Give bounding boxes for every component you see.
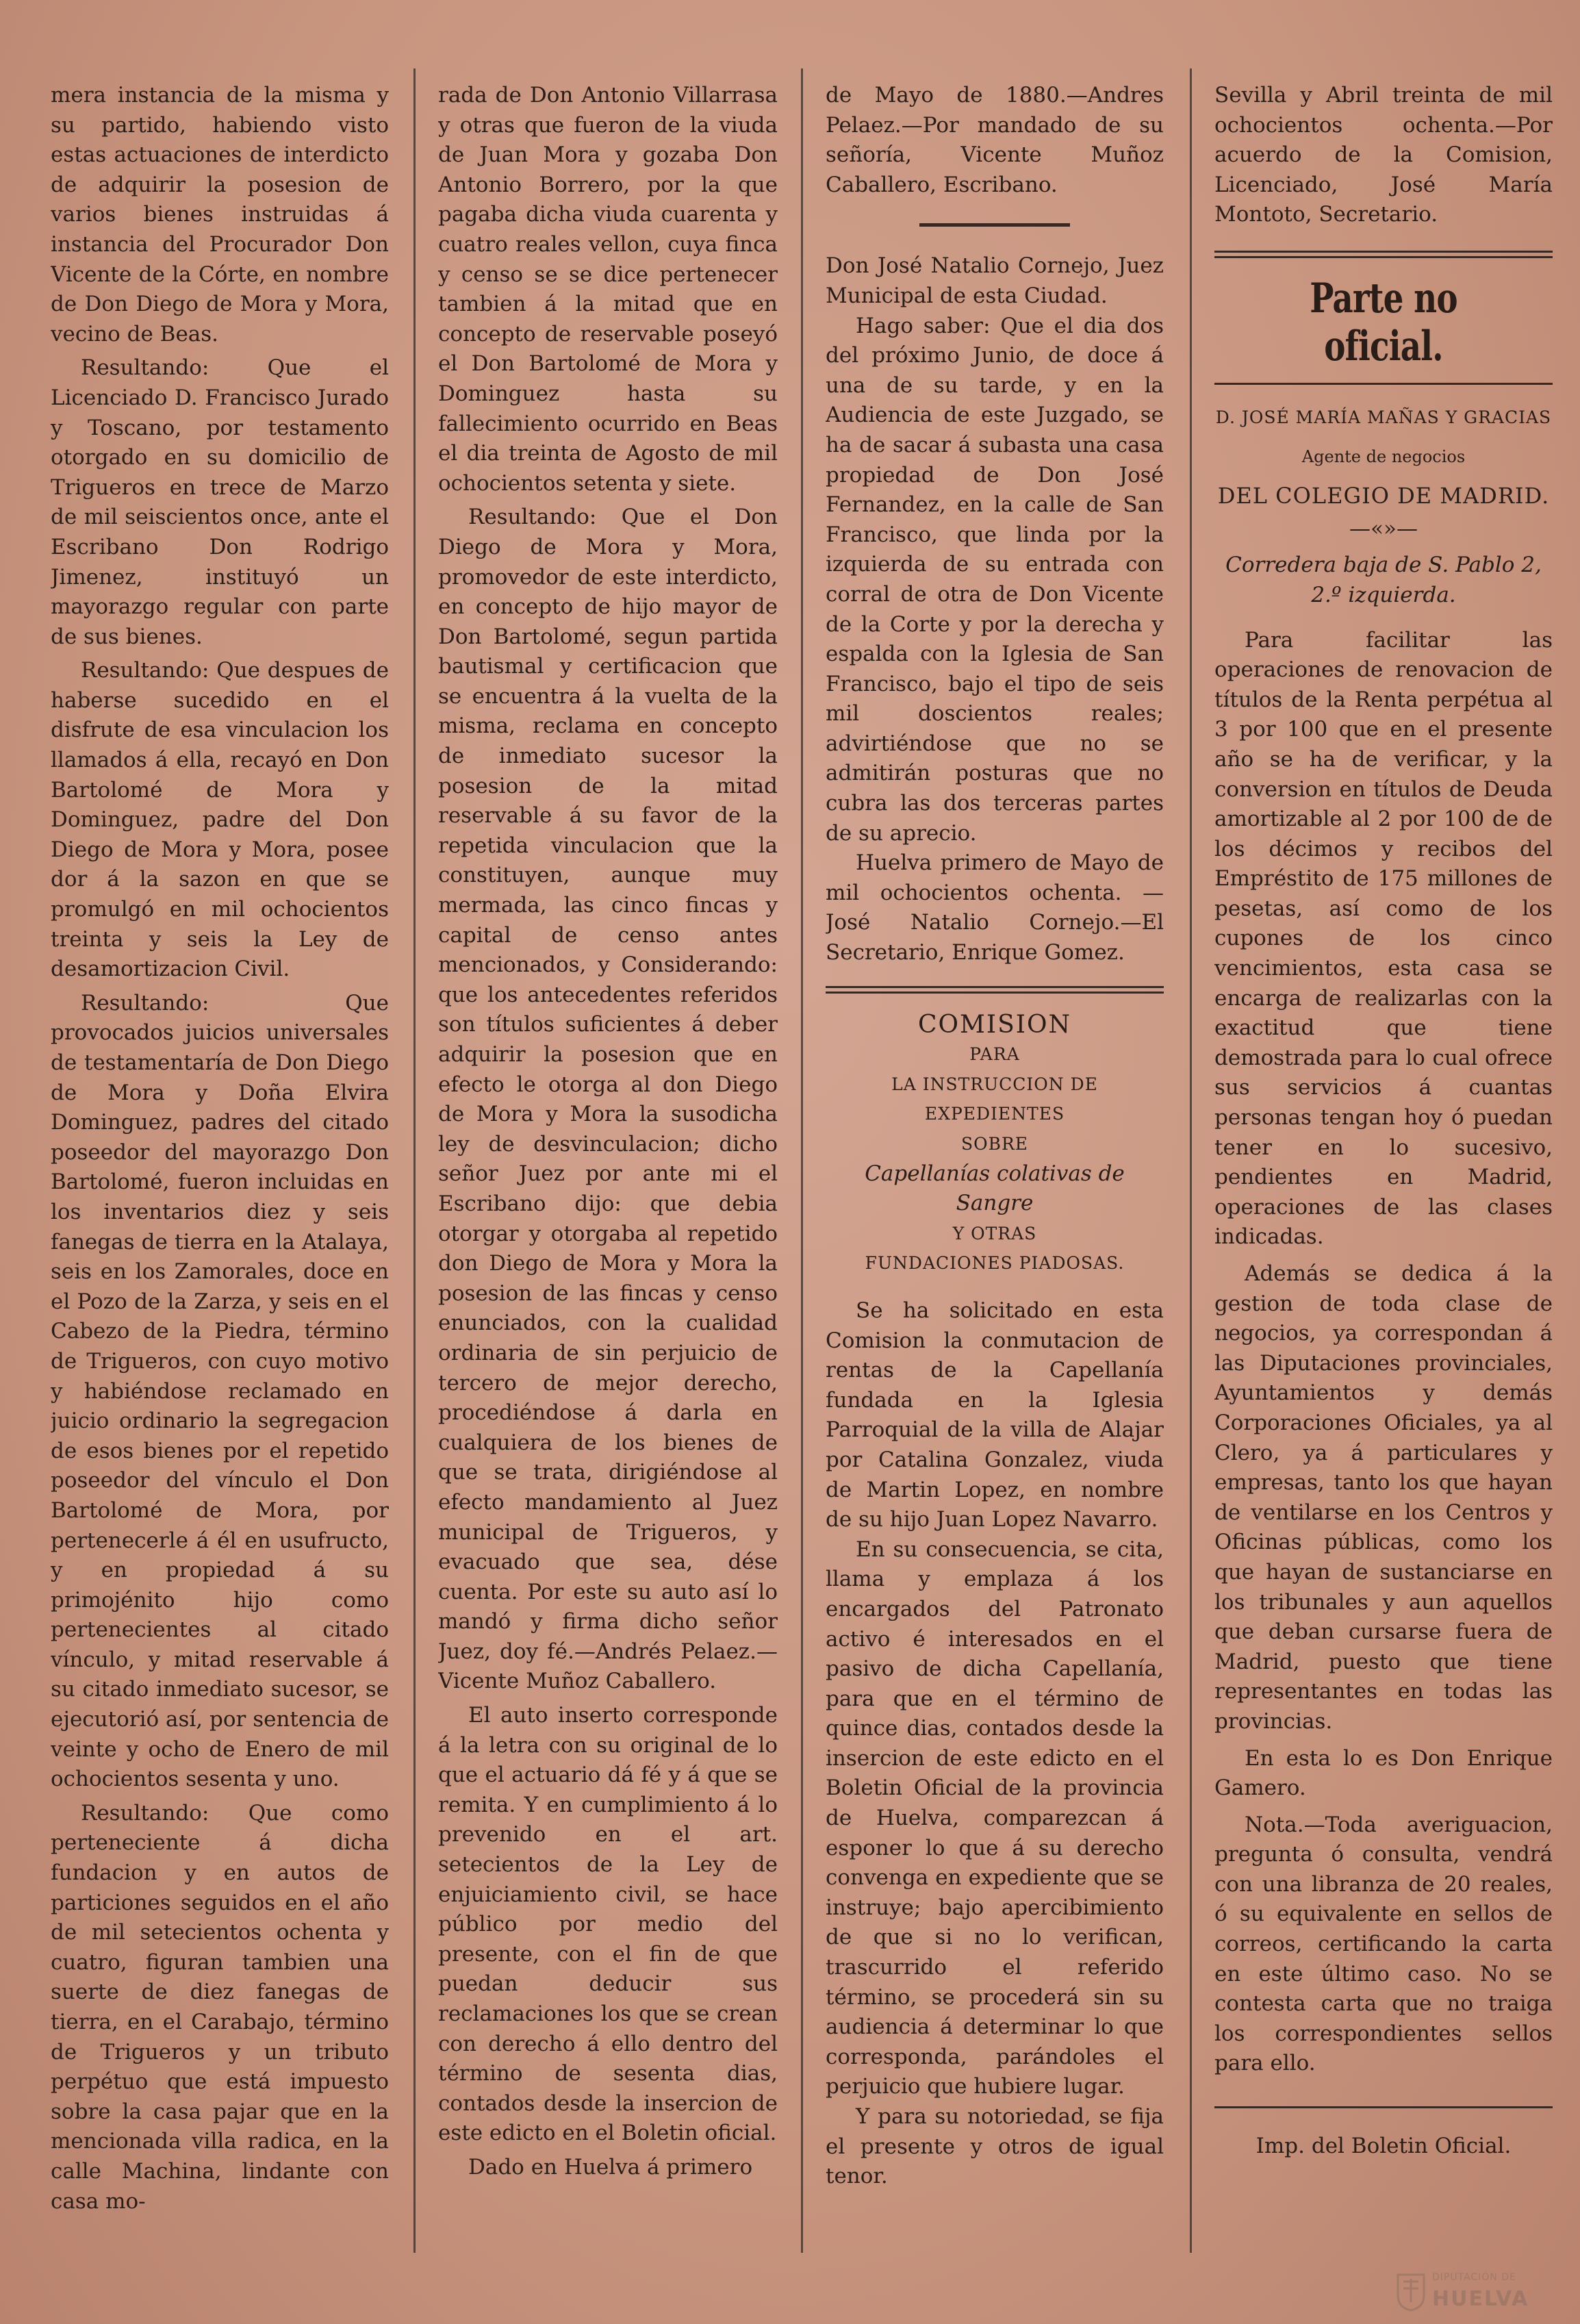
paragraph: rada de Don Antonio Villarrasa y otras que fueron de la viuda de Juan Mora y gozaba Don Antonio Borrero, por la que pagaba dicha viuda cuarenta y cuatro reales vellon, cuya finca y censo se se dice pertenecer tambien á la mitad que en concepto de reservable poseyó el Don Bartolomé de Mora y Dominguez hasta su fallecimiento ocurrido en Beas el dia treinta de Agosto de mil ochocientos setenta y siete. — [438, 83, 778, 496]
paragraph: Hago saber: Que el dia dos del próximo Junio, de doce á una de su tarde, y en la Audiencia de este Juzgado, se ha de sacar á subasta una casa propiedad de Don José Fernandez, en la calle de San Francisco, que linda por la izquierda de su entrada con corral de otra de Don Vicente de la Corte y por la derecha y espalda con la Iglesia de San Francisco, bajo el tipo de seis mil doscientos reales; advirtiéndose que no se admitirán posturas que no cubra las dos terceras partes de su aprecio. — [826, 313, 1164, 846]
separator-rule — [919, 223, 1070, 227]
paragraph: En su consecuencia, se cita, llama y emplaza á los encargados del Patronato activo é interesados en el pasivo de dicha Capellanía, para que en el término de quince dias, contados desde la insercion de este edicto en el Boletin Oficial de la provincia de Huelva, comparezcan á esponer lo que á su derecho convenga en expediente que se instruye; bajo apercibimiento de que si no lo verifican, trascurrido el referido término, se procederá sin su audiencia á determinar lo que corresponda, parándoles el perjuicio que hubiere lugar. — [826, 1537, 1164, 2099]
separator-rule — [1214, 383, 1553, 385]
commission-para: PARA — [969, 1044, 1020, 1065]
watermark-logo — [1395, 2266, 1553, 2314]
paragraph: Sevilla y Abril treinta de mil ochocientos ochenta.—Por acuerdo de la Comision, Licenciado, José María Montoto, Secretario. — [1214, 83, 1553, 227]
paragraph: Se ha solicitado en esta Comision la conmutacion de rentas de la Capellanía fundada en la Iglesia Parroquial de la villa de Alajar por Catalina Gonzalez, viuda de Martin Lopez, en nombre de su hijo Juan Lopez Navarro. — [826, 1298, 1164, 1532]
commission-sobre: SOBRE — [960, 1134, 1029, 1154]
imprint: Imp. del Boletin Oficial. — [1256, 2134, 1512, 2159]
column-rule — [801, 68, 803, 2253]
commission-fundaciones: FUNDACIONES PIADOSAS. — [865, 1253, 1125, 1274]
paragraph: de Mayo de 1880.—Andres Pelaez.—Por mandado de su señoría, Vicente Muñoz Caballero, Escribano. — [826, 83, 1164, 197]
ornament: —«»— — [1349, 516, 1418, 541]
column-2 — [438, 81, 778, 2224]
paragraph: Resultando: Que el Don Diego de Mora y Mora, promovedor de este interdicto, en concepto de hijo mayor de Don Bartolomé, segun partida bautismal y certificacion que se encuentra á la vuelta de la misma, reclama en concepto de inmediato sucesor la posesion de la mitad reservable á su favor de la repetida vinculacion que la constituyen, aunque muy mermada, las cinco fincas y capital de censo antes mencionados, y Considerando: que los antecedentes referidos son títulos suficientes á deber adquirir la posesion que en efecto le otorga al don Diego de Mora y Mora la susodicha ley de desvinculacion; dicho señor Juez por ante mi el Escribano dijo: que debia otorgar y otorgaba al repetido don Diego de Mora y Mora la posesion de las fincas y censo enunciados, con la cualidad ordinaria de sin perjuicio de tercero de mejor derecho, procediéndose á darla en cualquiera de los bienes de que se trata, dirigiéndose al efecto mandamiento al Juez municipal de Trigueros, y evacuado que sea, dése cuenta. Por este su auto así lo mandó y firma dicho señor Juez, doy fé.—Andrés Pelaez.—Vicente Muñoz Caballero. — [438, 505, 778, 1694]
paragraph: Para facilitar las operaciones de renovacion de títulos de la Renta perpétua al 3 por 100 que en el presente año se ha de verificar, y la conversion en títulos de Deuda amortizable al 2 por 100 de de los décimos y recibos del Empréstito de 175 millones de pesetas, así como de los cupones de los cinco vencimientos, esta casa se encarga de realizarlas con la exactitud que tiene demostrada para lo cual ofrece sus servicios á cuantas personas tengan hoy ó puedan tener en lo sucesivo, pendientes en Madrid, operaciones de las clases indicadas. — [1214, 627, 1553, 1250]
seal-icon — [1395, 2269, 1427, 2312]
paragraph: Nota.—Toda averiguacion, pregunta ó consulta, vendrá con una libranza de 20 reales, ó su equivalente en sellos de correos, certificando la carta en este último caso. No se contesta carta que no traiga los correspondientes sellos para ello. — [1214, 1812, 1553, 2076]
column-rule — [1190, 68, 1192, 2253]
address-line: Corredera baja de S. Pablo 2, — [1225, 553, 1542, 578]
paragraph: En esta lo es Don Enrique Gamero. — [1214, 1745, 1553, 1801]
paragraph: Resultando: Que provocados juicios universales de testamentaría de Don Diego de Mora y Doña Elvira Dominguez, padres del citado poseedor del mayorazgo Don Bartolomé, fueron incluidas en los inventarios diez y seis fanegas de tierra en la Atalaya, seis en los Zamorales, doce en el Pozo de la Zarza, y seis en el Cabezo de la Piedra, término de Trigueros, con cuyo motivo y habiéndose reclamado en juicio ordinario la segregacion de esos bienes por el repetido poseedor del vínculo el Don Bartolomé de Mora, por pertenecerle á él en usufructo, y en propiedad á su primojénito hijo como pertenecientes al citado vínculo, y mitad reservable á su citado inmediato sucesor, se ejecutorió así, por sentencia de veinte y ocho de Enero de mil ochocientos sesenta y uno. — [51, 990, 389, 1792]
column-3 — [826, 81, 1164, 2224]
commission-title: COMISION — [917, 1010, 1072, 1039]
edict-heading: Don José Natalio Cornejo, Juez Municipal de esta Ciudad. — [826, 253, 1164, 308]
agent-college: DEL COLEGIO DE MADRID. — [1217, 483, 1550, 509]
double-rule — [1214, 251, 1553, 258]
watermark-text: HUELVA — [1432, 2287, 1529, 2311]
paragraph: Resultando: Que el Licenciado D. Francisco Jurado y Toscano, por testamento otorgado en su domicilio de Trigueros en trece de Marzo de mil seiscientos once, ante el Escribano Don Rodrigo Jimenez, instituyó un mayorazgo regular con parte de sus bienes. — [51, 355, 389, 649]
paragraph: Resultando: Que despues de haberse sucedido en el disfrute de esa vinculacion los llamados á ella, recayó en Don Bartolomé de Mora y Dominguez, padre del Don Diego de Mora y Mora, posee dor á la sazon en que se promulgó en mil ochocientos treinta y seis la Ley de desamortizacion Civil. — [51, 658, 389, 982]
paragraph: Además se dedica á la gestion de toda clase de negocios, ya correspondan á las Diputaciones provinciales, Ayuntamientos y demás Corporaciones Oficiales, ya al Clero, ya á particulares y empresas, tanto los que hayan de ventilarse en los Centros y Oficinas públicas, como los que hayan de sustanciarse en los tribunales y aun aquellos que deban cursarse fuera de Madrid, puesto que tiene representantes en todas las provincias. — [1214, 1261, 1553, 1734]
double-rule — [826, 986, 1164, 994]
address-line: 2.º izquierda. — [1311, 582, 1456, 607]
column-4 — [1214, 81, 1553, 2224]
paragraph: Resultando: Que como perteneciente á dicha fundacion y en autos de particiones seguidos en el año de mil setecientos ochenta y cuatro, figuran tambien una suerte de diez fanegas de tierra, en el Carabajo, término de Trigueros y un tributo perpétuo que está impuesto sobre la casa pajar que en la mencionada villa radica, en la calle Machina, lindante con casa mo- — [51, 1800, 389, 2214]
separator-rule — [1214, 2106, 1553, 2108]
commission-y-otras: Y OTRAS — [952, 1223, 1037, 1243]
paragraph: Y para su notoriedad, se fija el presente y otros de igual tenor. — [826, 2104, 1164, 2189]
paragraph: El auto inserto corresponde á la letra con su original de lo que el actuario dá fé y á que se remita. Y en cumplimiento á lo prevenido en el art. setecientos de la Ley de enjuiciamiento civil, se hace público por medio del presente, con el fin de que puedan deducir sus reclamaciones los que se crean con derecho á ello dentro del término de sesenta dias, contados desde la insercion de este edicto en el Boletin oficial. — [438, 1703, 778, 2146]
watermark-subtext: DIPUTACIÓN DE — [1432, 2272, 1516, 2283]
column-1 — [51, 81, 389, 2224]
commission-subtitle: LA INSTRUCCION DE EXPEDIENTES — [891, 1074, 1098, 1124]
commission-italic-line: Capellanías colativas de Sangre — [865, 1161, 1125, 1216]
paragraph: mera instancia de la misma y su partido, habiendo visto estas actuaciones de interdicto de adquirir la posesion de varios bienes instruidas á instancia del Procurador Don Vicente de la Córte, en nombre de Don Diego de Mora y Mora, vecino de Beas. — [51, 83, 389, 346]
agent-name: D. JOSÉ MARÍA MAÑAS Y GRACIAS — [1215, 407, 1552, 427]
paragraph: Dado en Huelva á primero — [468, 2154, 753, 2180]
column-rule — [413, 68, 416, 2253]
section-title: Parte no oficial. — [1310, 274, 1457, 370]
agent-role: Agente de negocios — [1301, 446, 1466, 466]
paragraph: Huelva primero de Mayo de mil ochocientos ochenta. —José Natalio Cornejo.—El Secretario, Enrique Gomez. — [826, 850, 1164, 965]
